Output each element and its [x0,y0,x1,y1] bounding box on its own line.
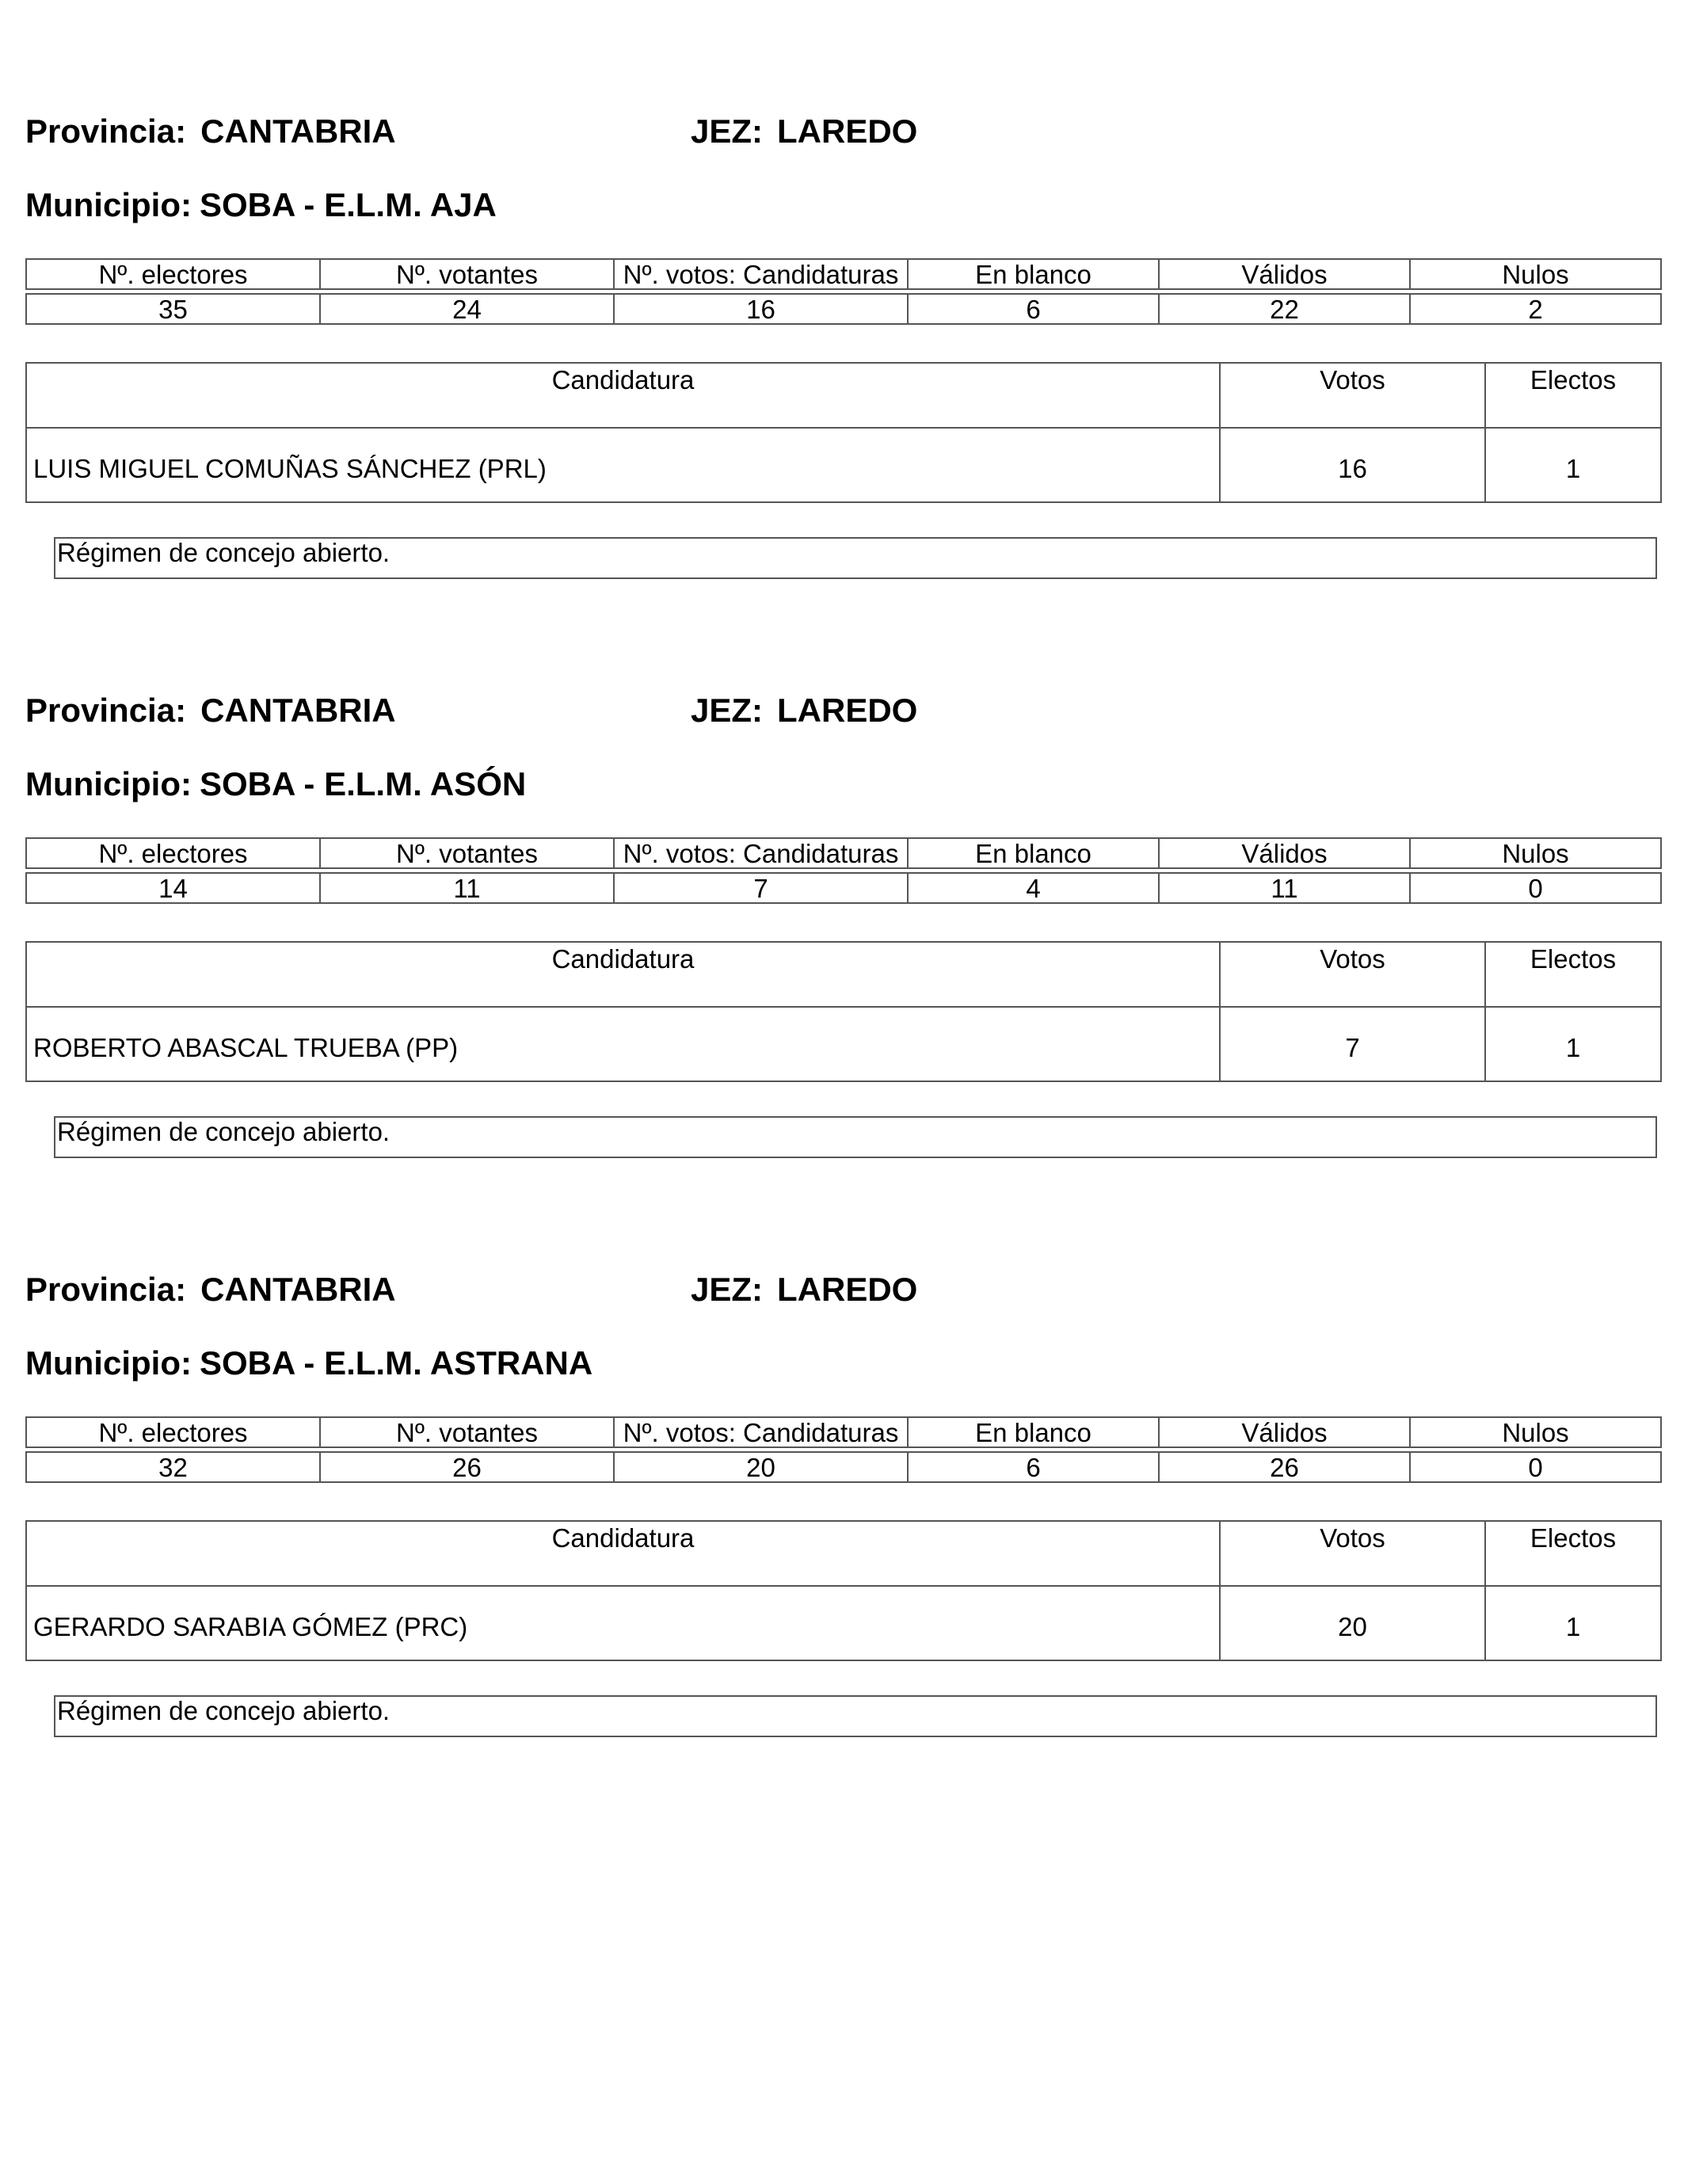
candidate-electos: 1 [1485,428,1661,502]
stats-header: En blanco [908,259,1159,289]
stats-header: Válidos [1159,1417,1410,1447]
provincia-line [25,1271,396,1309]
provincia-label: Provincia: [25,112,187,150]
result-section-aja [25,0,1660,567]
stats-value: 0 [1410,873,1661,903]
municipio-value: SOBA - E.L.M. AJA [199,186,497,223]
jez-label: JEZ: [691,1271,764,1308]
candidate-name: LUIS MIGUEL COMUÑAS SÁNCHEZ (PRL) [26,428,1220,502]
stats-value: 22 [1159,294,1410,324]
municipio-line [25,1344,592,1382]
stats-header: Nº. votos: Candidaturas [614,838,908,868]
jez-value: LAREDO [777,112,918,150]
provincia-line [25,112,396,151]
candidate-votos: 7 [1220,1007,1485,1081]
candidate-votos: 20 [1220,1586,1485,1660]
candidatura-header: Candidatura [26,942,1220,1007]
municipio-label: Municipio: [25,1344,192,1382]
stats-value: 0 [1410,1452,1661,1482]
jez-line [691,1271,917,1309]
provincia-label: Provincia: [25,1271,187,1308]
stats-value: 11 [1159,873,1410,903]
stats-header: Válidos [1159,259,1410,289]
electos-header: Electos [1485,363,1661,428]
provincia-value: CANTABRIA [200,112,396,150]
stats-header: Nº. votantes [320,838,614,868]
candidatura-header: Candidatura [26,363,1220,428]
stats-value: 11 [320,873,614,903]
stats-header: Nº. votantes [320,259,614,289]
municipio-label: Municipio: [25,765,192,802]
stats-header: Nº. electores [26,259,320,289]
result-section-ason [25,579,1660,1146]
stats-value: 24 [320,294,614,324]
provincia-line [25,692,396,730]
stats-value: 4 [908,873,1159,903]
regimen-note: Régimen de concejo abierto. [54,537,1657,579]
electos-header: Electos [1485,1521,1661,1586]
jez-line [691,692,917,730]
jez-value: LAREDO [777,692,918,729]
stats-header: Nulos [1410,838,1661,868]
candidate-votos: 16 [1220,428,1485,502]
jez-line [691,112,917,151]
provincia-value: CANTABRIA [200,1271,396,1308]
electos-header: Electos [1485,942,1661,1007]
stats-header: Nº. electores [26,1417,320,1447]
votos-header: Votos [1220,942,1485,1007]
stats-value: 32 [26,1452,320,1482]
regimen-note: Régimen de concejo abierto. [54,1695,1657,1737]
stats-header: Nº. votos: Candidaturas [614,1417,908,1447]
votos-header: Votos [1220,363,1485,428]
stats-value: 35 [26,294,320,324]
stats-value: 2 [1410,294,1661,324]
candidate-name: ROBERTO ABASCAL TRUEBA (PP) [26,1007,1220,1081]
candidate-electos: 1 [1485,1586,1661,1660]
municipio-value: SOBA - E.L.M. ASTRANA [199,1344,593,1382]
candidates-table [25,1520,1662,1661]
stats-value: 7 [614,873,908,903]
stats-value: 26 [1159,1452,1410,1482]
candidate-electos: 1 [1485,1007,1661,1081]
result-section-astrana [25,1158,1660,1725]
provincia-value: CANTABRIA [200,692,396,729]
stats-header: En blanco [908,1417,1159,1447]
jez-label: JEZ: [691,112,764,150]
stats-header: Válidos [1159,838,1410,868]
provincia-label: Provincia: [25,692,187,729]
municipio-label: Municipio: [25,186,192,223]
stats-header: Nulos [1410,259,1661,289]
candidate-name: GERARDO SARABIA GÓMEZ (PRC) [26,1586,1220,1660]
stats-table [25,258,1662,325]
jez-value: LAREDO [777,1271,918,1308]
jez-label: JEZ: [691,692,764,729]
stats-value: 6 [908,294,1159,324]
stats-value: 14 [26,873,320,903]
stats-value: 16 [614,294,908,324]
stats-header: Nº. votantes [320,1417,614,1447]
stats-table [25,1416,1662,1483]
stats-header: Nº. electores [26,838,320,868]
stats-header: Nº. votos: Candidaturas [614,259,908,289]
municipio-line [25,186,497,224]
candidates-table [25,941,1662,1082]
candidates-table [25,362,1662,503]
stats-header: Nulos [1410,1417,1661,1447]
regimen-note: Régimen de concejo abierto. [54,1116,1657,1158]
stats-value: 6 [908,1452,1159,1482]
stats-header: En blanco [908,838,1159,868]
stats-value: 20 [614,1452,908,1482]
candidatura-header: Candidatura [26,1521,1220,1586]
votos-header: Votos [1220,1521,1485,1586]
municipio-line [25,765,526,803]
stats-table [25,837,1662,904]
stats-value: 26 [320,1452,614,1482]
municipio-value: SOBA - E.L.M. ASÓN [199,765,527,802]
